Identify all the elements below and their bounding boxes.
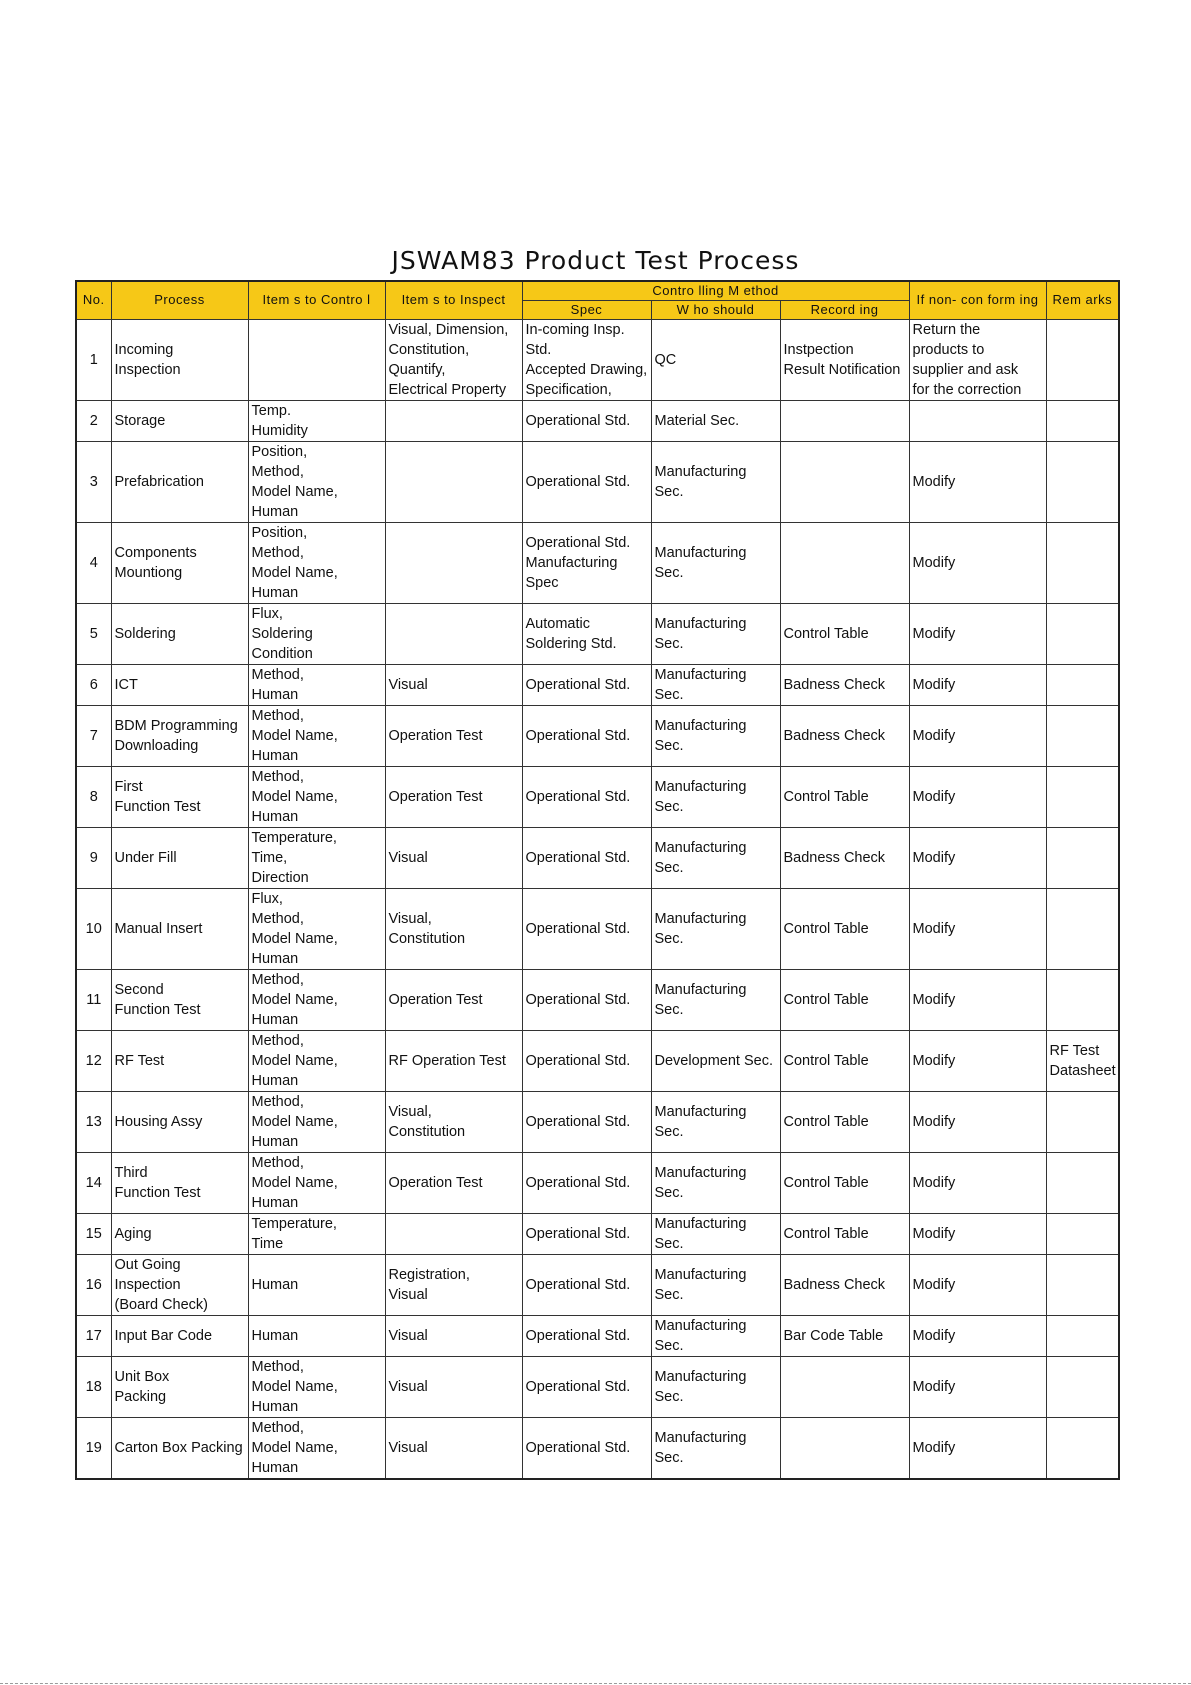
cell-inspect <box>385 400 522 441</box>
cell-no: 4 <box>76 522 111 603</box>
table-row <box>76 888 1119 969</box>
cell-control: Flux, Soldering Condition <box>248 603 385 664</box>
header-items-to-inspect: Item s to Inspect <box>385 281 522 319</box>
cell-control: Flux, Method, Model Name, Human <box>248 888 385 969</box>
cell-recording: Badness Check <box>780 827 909 888</box>
cell-control: Method, Human <box>248 664 385 705</box>
cell-control: Method, Model Name, Human <box>248 705 385 766</box>
table-row <box>76 603 1119 664</box>
cell-process: Third Function Test <box>111 1152 248 1213</box>
cell-nonconf: Modify <box>909 1356 1046 1417</box>
cell-process: ICT <box>111 664 248 705</box>
cell-inspect: Operation Test <box>385 705 522 766</box>
cell-spec: Operational Std. <box>522 1213 651 1254</box>
cell-recording: Control Table <box>780 888 909 969</box>
cell-process: Incoming Inspection <box>111 319 248 400</box>
cell-control: Temperature, Time <box>248 1213 385 1254</box>
cell-remarks <box>1046 664 1119 705</box>
table-row <box>76 766 1119 827</box>
cell-no: 1 <box>76 319 111 400</box>
cell-no: 9 <box>76 827 111 888</box>
cell-no: 18 <box>76 1356 111 1417</box>
table-row <box>76 827 1119 888</box>
cell-no: 5 <box>76 603 111 664</box>
cell-spec: Operational Std. <box>522 766 651 827</box>
cell-no: 3 <box>76 441 111 522</box>
cell-remarks <box>1046 1213 1119 1254</box>
table-row <box>76 1091 1119 1152</box>
cell-control: Human <box>248 1315 385 1356</box>
cell-inspect: Visual, Constitution <box>385 1091 522 1152</box>
cell-recording: Badness Check <box>780 664 909 705</box>
cell-remarks <box>1046 1315 1119 1356</box>
cell-inspect: Visual <box>385 1315 522 1356</box>
cell-process: Unit Box Packing <box>111 1356 248 1417</box>
cell-control: Temperature, Time, Direction <box>248 827 385 888</box>
header-no: No. <box>76 281 111 319</box>
cell-process: Prefabrication <box>111 441 248 522</box>
cell-process: Out Going Inspection (Board Check) <box>111 1254 248 1315</box>
document-title: JSWAM83 Product Test Process <box>391 246 800 275</box>
cell-who: Manufacturing Sec. <box>651 888 780 969</box>
cell-recording: Bar Code Table <box>780 1315 909 1356</box>
cell-process: Soldering <box>111 603 248 664</box>
cell-remarks <box>1046 888 1119 969</box>
cell-spec: Operational Std. <box>522 1315 651 1356</box>
cell-control: Position, Method, Model Name, Human <box>248 522 385 603</box>
cell-who: Manufacturing Sec. <box>651 664 780 705</box>
cell-who: Manufacturing Sec. <box>651 827 780 888</box>
cell-recording <box>780 400 909 441</box>
cell-inspect: Operation Test <box>385 1152 522 1213</box>
cell-inspect: Visual, Constitution <box>385 888 522 969</box>
cell-no: 12 <box>76 1030 111 1091</box>
cell-who: Manufacturing Sec. <box>651 1315 780 1356</box>
cell-who: Manufacturing Sec. <box>651 1254 780 1315</box>
cell-process: Storage <box>111 400 248 441</box>
cell-remarks <box>1046 969 1119 1030</box>
cell-nonconf: Modify <box>909 1030 1046 1091</box>
cell-inspect: Operation Test <box>385 969 522 1030</box>
cell-who: Development Sec. <box>651 1030 780 1091</box>
cell-who: Manufacturing Sec. <box>651 969 780 1030</box>
cell-no: 10 <box>76 888 111 969</box>
cell-nonconf: Modify <box>909 705 1046 766</box>
cell-remarks <box>1046 1356 1119 1417</box>
cell-inspect: Registration, Visual <box>385 1254 522 1315</box>
cell-nonconf: Modify <box>909 888 1046 969</box>
cell-remarks <box>1046 827 1119 888</box>
cell-inspect: Visual, Dimension, Constitution, Quantify, Electrical Property <box>385 319 522 400</box>
header-controlling-method: Contro lling M ethod <box>522 281 909 300</box>
cell-inspect: Operation Test <box>385 766 522 827</box>
cell-spec: Operational Std. <box>522 1356 651 1417</box>
cell-recording: Instpection Result Notification <box>780 319 909 400</box>
cell-no: 13 <box>76 1091 111 1152</box>
table-row <box>76 969 1119 1030</box>
cell-nonconf: Modify <box>909 1152 1046 1213</box>
cell-spec: Operational Std. <box>522 664 651 705</box>
cell-who: Manufacturing Sec. <box>651 705 780 766</box>
cell-recording: Badness Check <box>780 705 909 766</box>
cell-recording: Badness Check <box>780 1254 909 1315</box>
cell-nonconf: Modify <box>909 766 1046 827</box>
cell-nonconf: Return the products to supplier and ask for the correction <box>909 319 1046 400</box>
cell-who: Manufacturing Sec. <box>651 522 780 603</box>
cell-spec: In-coming Insp. Std. Accepted Drawing, Specification, <box>522 319 651 400</box>
cell-spec: Automatic Soldering Std. <box>522 603 651 664</box>
cell-process: Manual Insert <box>111 888 248 969</box>
cell-inspect <box>385 441 522 522</box>
cell-process: Under Fill <box>111 827 248 888</box>
cell-who: Manufacturing Sec. <box>651 766 780 827</box>
cell-inspect: RF Operation Test <box>385 1030 522 1091</box>
table-row <box>76 1152 1119 1213</box>
cell-remarks: RF Test Datasheet <box>1046 1030 1119 1091</box>
header-items-to-control: Item s to Contro l <box>248 281 385 319</box>
cell-process: Components Mountiong <box>111 522 248 603</box>
cell-recording: Control Table <box>780 969 909 1030</box>
cell-remarks <box>1046 603 1119 664</box>
cell-control: Method, Model Name, Human <box>248 1417 385 1479</box>
cell-recording: Control Table <box>780 1030 909 1091</box>
cell-nonconf: Modify <box>909 1417 1046 1479</box>
cell-inspect <box>385 522 522 603</box>
header-who-should: W ho should <box>651 300 780 319</box>
cell-who: Manufacturing Sec. <box>651 603 780 664</box>
cell-process: RF Test <box>111 1030 248 1091</box>
cell-process: First Function Test <box>111 766 248 827</box>
cell-nonconf: Modify <box>909 603 1046 664</box>
header-spec: Spec <box>522 300 651 319</box>
cell-who: Material Sec. <box>651 400 780 441</box>
table-row <box>76 1315 1119 1356</box>
cell-nonconf: Modify <box>909 969 1046 1030</box>
cell-recording <box>780 1356 909 1417</box>
cell-control: Method, Model Name, Human <box>248 969 385 1030</box>
cell-nonconf: Modify <box>909 827 1046 888</box>
cell-no: 14 <box>76 1152 111 1213</box>
cell-who: Manufacturing Sec. <box>651 1213 780 1254</box>
table-row <box>76 441 1119 522</box>
cell-no: 17 <box>76 1315 111 1356</box>
cell-process: Carton Box Packing <box>111 1417 248 1479</box>
cell-nonconf: Modify <box>909 1091 1046 1152</box>
cell-no: 8 <box>76 766 111 827</box>
cell-who: Manufacturing Sec. <box>651 1417 780 1479</box>
cell-no: 7 <box>76 705 111 766</box>
cell-process: BDM Programming Downloading <box>111 705 248 766</box>
cell-spec: Operational Std. <box>522 1152 651 1213</box>
cell-inspect: Visual <box>385 827 522 888</box>
cell-control: Method, Model Name, Human <box>248 766 385 827</box>
cell-spec: Operational Std. <box>522 1030 651 1091</box>
cell-process: Input Bar Code <box>111 1315 248 1356</box>
header-process: Process <box>111 281 248 319</box>
header-remarks: Rem arks <box>1046 281 1119 319</box>
cell-remarks <box>1046 1152 1119 1213</box>
cell-recording: Control Table <box>780 603 909 664</box>
cell-spec: Operational Std. <box>522 1417 651 1479</box>
cell-remarks <box>1046 705 1119 766</box>
cell-spec: Operational Std. <box>522 969 651 1030</box>
process-table <box>75 280 1120 1480</box>
table-row <box>76 664 1119 705</box>
cell-who: Manufacturing Sec. <box>651 1152 780 1213</box>
cell-spec: Operational Std. <box>522 441 651 522</box>
cell-process: Housing Assy <box>111 1091 248 1152</box>
cell-inspect <box>385 1213 522 1254</box>
cell-process: Aging <box>111 1213 248 1254</box>
cell-remarks <box>1046 522 1119 603</box>
page-divider <box>0 1683 1191 1684</box>
table-row <box>76 1030 1119 1091</box>
cell-no: 11 <box>76 969 111 1030</box>
cell-nonconf: Modify <box>909 1315 1046 1356</box>
table-row <box>76 400 1119 441</box>
cell-spec: Operational Std. <box>522 400 651 441</box>
cell-no: 16 <box>76 1254 111 1315</box>
cell-inspect: Visual <box>385 1356 522 1417</box>
cell-spec: Operational Std. Manufacturing Spec <box>522 522 651 603</box>
cell-nonconf: Modify <box>909 664 1046 705</box>
cell-nonconf: Modify <box>909 1213 1046 1254</box>
cell-inspect <box>385 603 522 664</box>
cell-control: Temp. Humidity <box>248 400 385 441</box>
cell-control: Method, Model Name, Human <box>248 1356 385 1417</box>
cell-remarks <box>1046 319 1119 400</box>
cell-spec: Operational Std. <box>522 1091 651 1152</box>
process-table-body <box>76 319 1119 1479</box>
cell-who: Manufacturing Sec. <box>651 1091 780 1152</box>
cell-recording: Control Table <box>780 766 909 827</box>
cell-remarks <box>1046 766 1119 827</box>
cell-spec: Operational Std. <box>522 705 651 766</box>
cell-spec: Operational Std. <box>522 827 651 888</box>
cell-control <box>248 319 385 400</box>
cell-no: 19 <box>76 1417 111 1479</box>
cell-remarks <box>1046 1091 1119 1152</box>
cell-no: 15 <box>76 1213 111 1254</box>
table-row <box>76 1213 1119 1254</box>
cell-no: 2 <box>76 400 111 441</box>
cell-spec: Operational Std. <box>522 888 651 969</box>
cell-spec: Operational Std. <box>522 1254 651 1315</box>
table-row <box>76 522 1119 603</box>
cell-remarks <box>1046 400 1119 441</box>
cell-control: Human <box>248 1254 385 1315</box>
cell-recording <box>780 441 909 522</box>
table-row <box>76 1417 1119 1479</box>
cell-control: Method, Model Name, Human <box>248 1030 385 1091</box>
cell-recording: Control Table <box>780 1213 909 1254</box>
cell-inspect: Visual <box>385 1417 522 1479</box>
cell-remarks <box>1046 1254 1119 1315</box>
table-row <box>76 1356 1119 1417</box>
cell-control: Method, Model Name, Human <box>248 1152 385 1213</box>
cell-who: Manufacturing Sec. <box>651 441 780 522</box>
table-row <box>76 1254 1119 1315</box>
cell-nonconf: Modify <box>909 1254 1046 1315</box>
cell-recording <box>780 522 909 603</box>
cell-who: Manufacturing Sec. <box>651 1356 780 1417</box>
table-row <box>76 705 1119 766</box>
cell-nonconf: Modify <box>909 522 1046 603</box>
cell-control: Position, Method, Model Name, Human <box>248 441 385 522</box>
table-row <box>76 319 1119 400</box>
cell-nonconf: Modify <box>909 441 1046 522</box>
cell-recording <box>780 1417 909 1479</box>
cell-remarks <box>1046 441 1119 522</box>
cell-nonconf <box>909 400 1046 441</box>
cell-no: 6 <box>76 664 111 705</box>
cell-recording: Control Table <box>780 1152 909 1213</box>
cell-remarks <box>1046 1417 1119 1479</box>
cell-recording: Control Table <box>780 1091 909 1152</box>
header-if-nonconforming: If non- con form ing <box>909 281 1046 319</box>
cell-who: QC <box>651 319 780 400</box>
cell-control: Method, Model Name, Human <box>248 1091 385 1152</box>
header-recording: Record ing <box>780 300 909 319</box>
cell-process: Second Function Test <box>111 969 248 1030</box>
cell-inspect: Visual <box>385 664 522 705</box>
